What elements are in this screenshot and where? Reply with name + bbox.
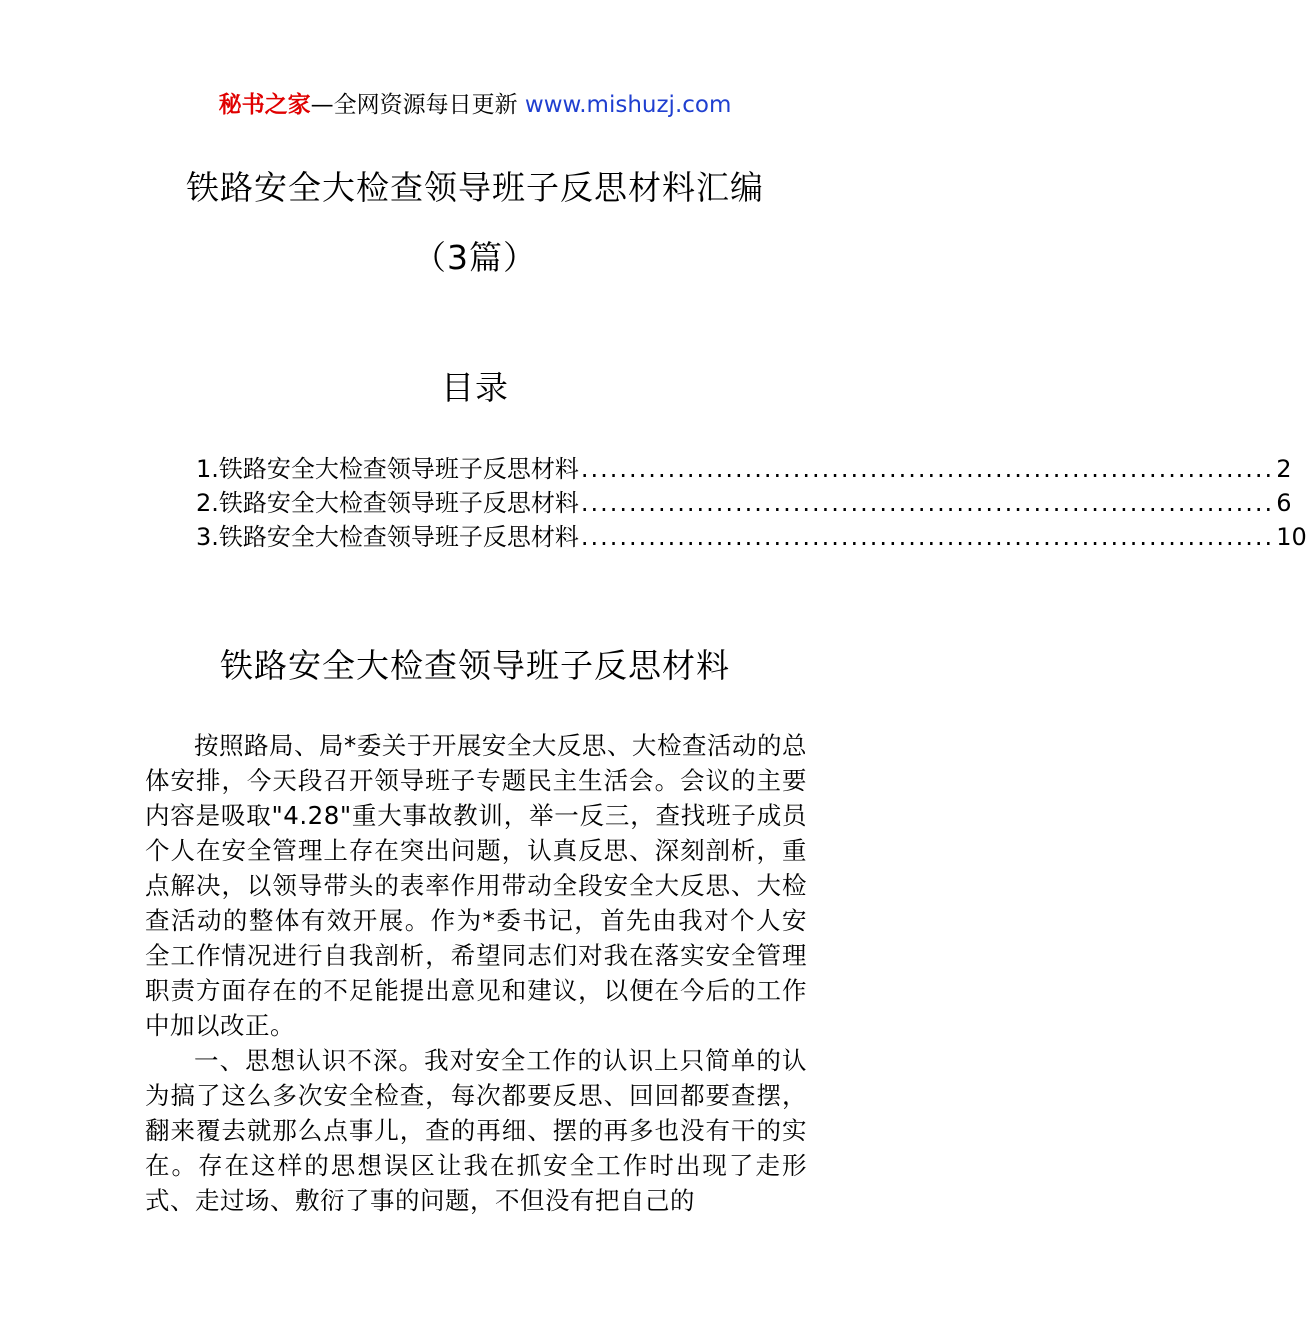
body-text — [145, 728, 807, 1218]
toc-leader-dots: ........................................................................ — [580, 455, 1275, 483]
toc-leader-dots: ........................................................................ — [580, 489, 1275, 517]
toc-entry-page: 6 — [1276, 489, 1292, 517]
toc-entry-page: 2 — [1276, 455, 1292, 483]
site-url-link[interactable]: www.mishuzj.com — [524, 92, 732, 118]
section-title: 铁路安全大检查领导班子反思材料 — [220, 646, 730, 685]
body-paragraph: 一、思想认识不深。我对安全工作的认识上只简单的认为搞了这么多次安全检查，每次都要反思、回回都要查摆，翻来覆去就那么点事儿，查的再细、摆的再多也没有干的实在。存在这样的思想误区让我在抓安全工作时出现了走形式、走过场、敷衍了事的问题，不但没有把自己的 — [145, 1046, 807, 1215]
toc-entry[interactable] — [196, 486, 1292, 520]
toc-entry-label: 3.铁路安全大检查领导班子反思材料 — [196, 523, 579, 551]
toc-entry[interactable] — [196, 520, 1307, 554]
toc-entry[interactable] — [196, 452, 1292, 486]
header-separator: — — [310, 92, 334, 118]
document-title: 铁路安全大检查领导班子反思材料汇编 — [186, 168, 764, 207]
brand-name: 秘书之家 — [218, 92, 311, 118]
toc-entry-label: 2.铁路安全大检查领导班子反思材料 — [196, 489, 579, 517]
toc-entry-page: 10 — [1276, 523, 1307, 551]
toc-heading: 目录 — [441, 368, 509, 407]
body-paragraph: 按照路局、局*委关于开展安全大反思、大检查活动的总体安排，今天段召开领导班子专题民主生活会。会议的主要内容是吸取"4.28"重大事故教训，举一反三，查找班子成员个人在安全管理上存在突出问题，认真反思、深刻剖析，重点解决，以领导带头的表率作用带动全段安全大反思、大检查活动的整体有效开展。作为*委书记，首先由我对个人安全工作情况进行自我剖析，希望同志们对我在落实安全管理职责方面存在的不足能提出意见和建议，以便在今后的工作中加以改正。 — [145, 731, 807, 1040]
toc-entry-label: 1.铁路安全大检查领导班子反思材料 — [196, 455, 579, 483]
header-tagline: 全网资源每日更新 — [333, 92, 518, 118]
toc-leader-dots: ........................................................................ — [580, 523, 1275, 551]
document-subtitle: （3篇） — [413, 238, 537, 277]
table-of-contents — [196, 452, 1307, 554]
site-header — [0, 88, 950, 122]
